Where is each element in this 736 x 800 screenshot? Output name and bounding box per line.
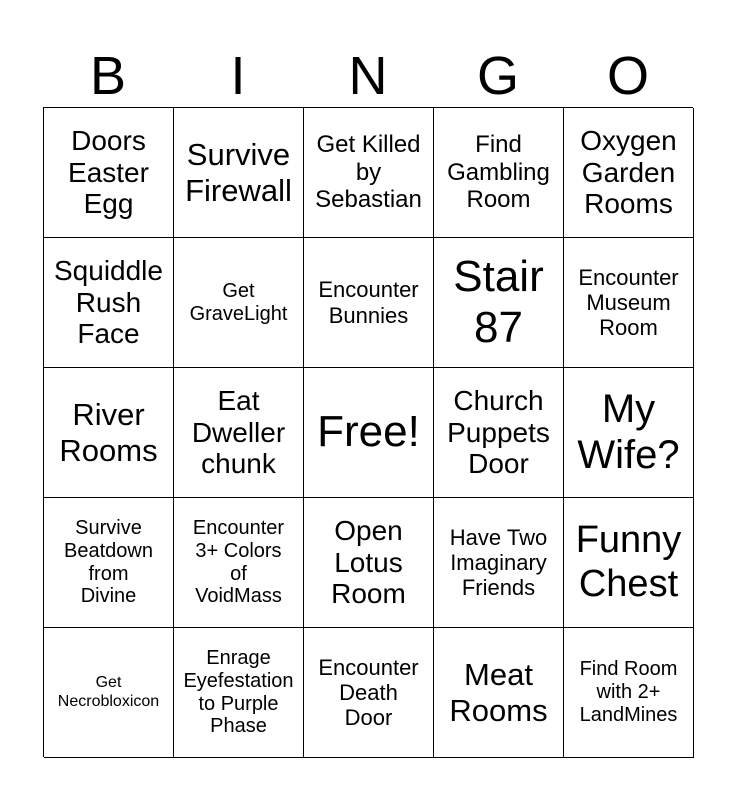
cell-text: Enrage Eyefestation to Purple Phase bbox=[183, 646, 294, 738]
header-letter-o: O bbox=[606, 46, 649, 106]
cell-text: Church Puppets Door bbox=[447, 384, 550, 480]
bingo-cell-beatdown-divine[interactable] bbox=[44, 498, 174, 628]
bingo-header bbox=[43, 46, 693, 106]
cell-text: Survive Firewall bbox=[185, 137, 292, 208]
bingo-card bbox=[43, 107, 693, 757]
bingo-cell-survive-firewall[interactable] bbox=[174, 108, 304, 238]
header-letter-n: N bbox=[348, 46, 388, 106]
header-letter-b: B bbox=[89, 46, 127, 106]
bingo-cell-stair-87[interactable] bbox=[434, 238, 564, 368]
bingo-cell-killed-by-sebastian[interactable] bbox=[304, 108, 434, 238]
cell-text: Find Room with 2+ LandMines bbox=[579, 658, 678, 726]
bingo-cell-lotus-room[interactable] bbox=[304, 498, 434, 628]
cell-text: Eat Dweller chunk bbox=[191, 384, 286, 480]
bingo-cell-eyefestation[interactable] bbox=[174, 628, 304, 758]
cell-text: Squiddle Rush Face bbox=[54, 254, 163, 350]
cell-text: Free! bbox=[317, 407, 420, 457]
cell-text: Oxygen Garden Rooms bbox=[580, 124, 677, 220]
bingo-cell-necrobloxicon[interactable] bbox=[44, 628, 174, 758]
bingo-cell-landmines[interactable] bbox=[564, 628, 694, 758]
cell-text: River Rooms bbox=[59, 397, 158, 468]
bingo-cell-death-door[interactable] bbox=[304, 628, 434, 758]
cell-text: Encounter Bunnies bbox=[318, 277, 419, 328]
bingo-cell-church-puppets[interactable] bbox=[434, 368, 564, 498]
bingo-cell-doors-easter-egg[interactable] bbox=[44, 108, 174, 238]
cell-text: Have Two Imaginary Friends bbox=[449, 524, 548, 601]
bingo-cell-free[interactable] bbox=[304, 368, 434, 498]
bingo-cell-oxygen-garden[interactable] bbox=[564, 108, 694, 238]
cell-text: Get Killed by Sebastian bbox=[315, 131, 422, 214]
cell-text: My Wife? bbox=[577, 386, 680, 477]
bingo-cell-my-wife[interactable] bbox=[564, 368, 694, 498]
header-letter-g: G bbox=[476, 46, 519, 106]
bingo-cell-squiddle-rush[interactable] bbox=[44, 238, 174, 368]
bingo-cell-bunnies[interactable] bbox=[304, 238, 434, 368]
header-letter-i: I bbox=[230, 46, 246, 106]
bingo-cell-funny-chest[interactable] bbox=[564, 498, 694, 628]
cell-text: Survive Beatdown from Divine bbox=[64, 516, 153, 608]
cell-text: Get GraveLight bbox=[189, 279, 288, 325]
bingo-cell-gravelight[interactable] bbox=[174, 238, 304, 368]
bingo-cell-meat-rooms[interactable] bbox=[434, 628, 564, 758]
cell-text: Encounter 3+ Colors of VoidMass bbox=[192, 516, 285, 608]
bingo-cell-river-rooms[interactable] bbox=[44, 368, 174, 498]
cell-text: Open Lotus Room bbox=[331, 514, 406, 610]
bingo-cell-voidmass[interactable] bbox=[174, 498, 304, 628]
cell-text: Encounter Museum Room bbox=[578, 264, 679, 341]
cell-text: Meat Rooms bbox=[449, 657, 548, 728]
bingo-cell-imaginary-friends[interactable] bbox=[434, 498, 564, 628]
bingo-cell-dweller-chunk[interactable] bbox=[174, 368, 304, 498]
cell-text: Funny Chest bbox=[575, 519, 682, 605]
cell-text: Find Gambling Room bbox=[447, 131, 550, 214]
bingo-cell-gambling-room[interactable] bbox=[434, 108, 564, 238]
bingo-cell-museum-room[interactable] bbox=[564, 238, 694, 368]
cell-text: Get Necrobloxicon bbox=[57, 674, 160, 710]
cell-text: Doors Easter Egg bbox=[68, 124, 149, 220]
cell-text: Encounter Death Door bbox=[318, 654, 419, 731]
cell-text: Stair 87 bbox=[453, 252, 544, 352]
